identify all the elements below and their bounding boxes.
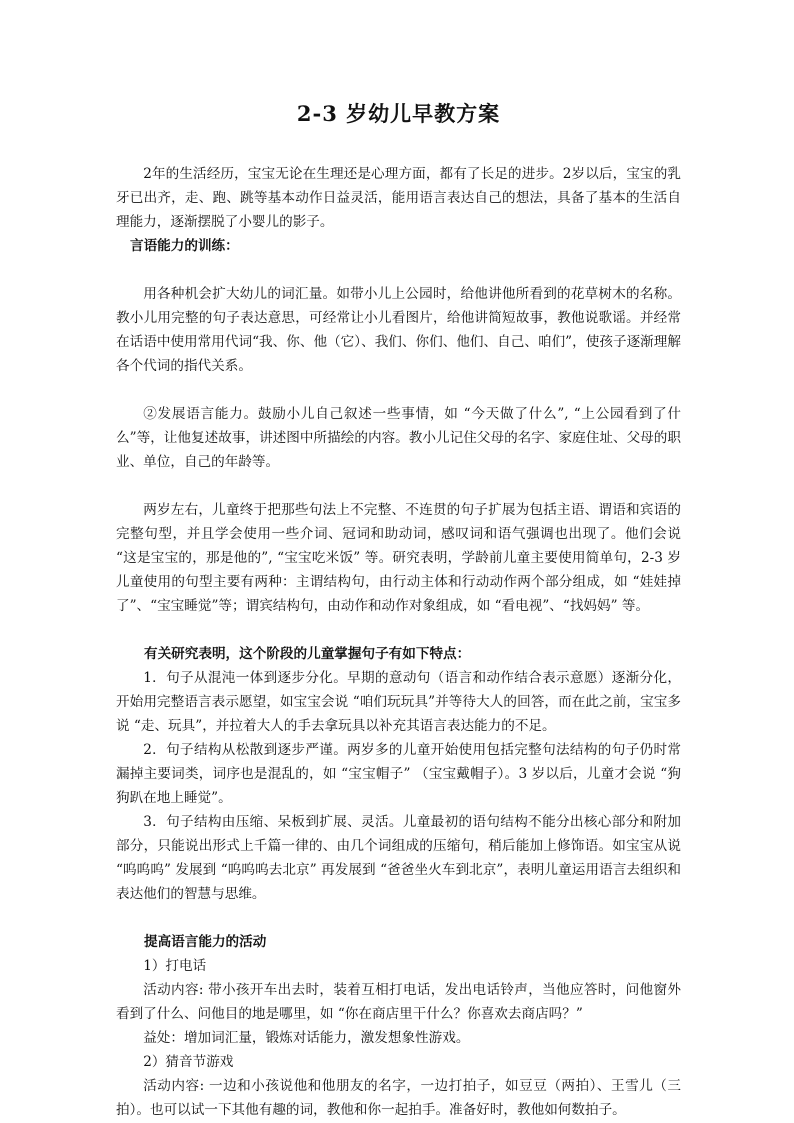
intro-paragraph: 2年的生活经历，宝宝无论在生理还是心理方面，都有了长足的进步。2岁以后，宝宝的乳牙已出齐，走、跑、跳等基本动作日益灵活，能用语言表达自己的想法，具备了基本的生活自理能力，逐渐摆脱了小婴儿的影子。 bbox=[116, 166, 681, 230]
spacer bbox=[116, 618, 681, 642]
spacer bbox=[116, 258, 681, 282]
section-heading-language-training: 言语能力的训练： bbox=[130, 238, 239, 254]
document-title: 2-3 岁幼儿早教方案 bbox=[296, 101, 501, 126]
research-item-3: 3．句子结构由压缩、呆板到扩展、灵活。儿童最初的语句结构不能分出核心部分和附加部分，只能说出形式上千篇一律的、由几个词组成的压缩句，稍后能加上修饰语。如宝宝从说 “呜呜呜” 发展到 “呜呜呜去北京” 再发展到 “爸爸坐火车到北京”，表明儿童运用语言去组织和表达他们的智慧与思维。 bbox=[116, 814, 681, 902]
activity-2-title: 2）猜音节游戏 bbox=[143, 1054, 234, 1070]
activity-2-content: 活动内容: 一边和小孩说他和他朋友的名字，一边打拍子，如豆豆（两拍）、王雪儿（三拍）。也可以试一下其他有趣的词，教他和你一起拍手。准备好时，教他如何数拍子。 bbox=[116, 1078, 681, 1118]
paragraph-sentence-types: 两岁左右，儿童终于把那些句法上不完整、不连贯的句子扩展为包括主语、谓语和宾语的完整句型，并且学会使用一些介词、冠词和助动词，感叹词和语气强调也出现了。他们会说 “这是宝宝的，那是他的”, “宝宝吃米饭” 等。研究表明，学龄前儿童主要使用简单句，2-3 岁儿童使用的句型主要有两种：主谓结构句，由行动主体和行动动作两个部分组成，如 “娃娃掉了”、“宝宝睡觉”等；谓宾结构句，由动作和动作对象组成，如 “看电视”、“找妈妈” 等。 bbox=[116, 502, 681, 614]
document-page bbox=[116, 100, 681, 1122]
research-item-2: 2．句子结构从松散到逐步严谨。两岁多的儿童开始使用包括完整句法结构的句子仍时常漏掉主要词类，词序也是混乱的，如 “宝宝帽子” （宝宝戴帽子）。3 岁以后，儿童才会说 “狗狗趴在地上睡觉”。 bbox=[116, 742, 681, 806]
spacer bbox=[116, 906, 681, 930]
spacer bbox=[116, 378, 681, 402]
paragraph-develop-language: ②发展语言能力。鼓励小儿自己叙述一些事情，如 “今天做了什么”, “上公园看到了什么”等，让他复述故事，讲述图中所描绘的内容。教小儿记住父母的名字、家庭住址、父母的职业、单位，自己的年龄等。 bbox=[116, 406, 681, 470]
section-heading-activities: 提高语言能力的活动 bbox=[144, 934, 267, 950]
paragraph-vocabulary: 用各种机会扩大幼儿的词汇量。如带小儿上公园时，给他讲他所看到的花草树木的名称。教小儿用完整的句子表达意思，可经常让小儿看图片，给他讲简短故事，教他说歌谣。并经常在话语中使用常用代词“我、你、他（它）、我们、你们、他们、自己、咱们”，使孩子逐渐理解各个代词的指代关系。 bbox=[116, 286, 681, 374]
spacer bbox=[116, 474, 681, 498]
activity-1-content: 活动内容: 带小孩开车出去时，装着互相打电话，发出电话铃声，当他应答时，问他窗外看到了什么、问他目的地是哪里，如 “你在商店里干什么？你喜欢去商店吗？” bbox=[116, 982, 681, 1022]
activity-1-benefit: 益处：增加词汇量，锻炼对话能力，激发想象性游戏。 bbox=[143, 1030, 470, 1046]
activity-1-title: 1）打电话 bbox=[143, 958, 207, 974]
research-item-1: 1．句子从混沌一体到逐步分化。早期的意动句（语言和动作结合表示意愿）逐渐分化，开始用完整语言表示愿望，如宝宝会说 “咱们玩玩具”并等待大人的回答，而在此之前，宝宝多说 “走、玩具”，并拉着大人的手去拿玩具以补充其语言表达能力的不足。 bbox=[116, 670, 681, 734]
section-heading-research: 有关研究表明，这个阶段的儿童掌握句子有如下特点： bbox=[144, 646, 471, 662]
